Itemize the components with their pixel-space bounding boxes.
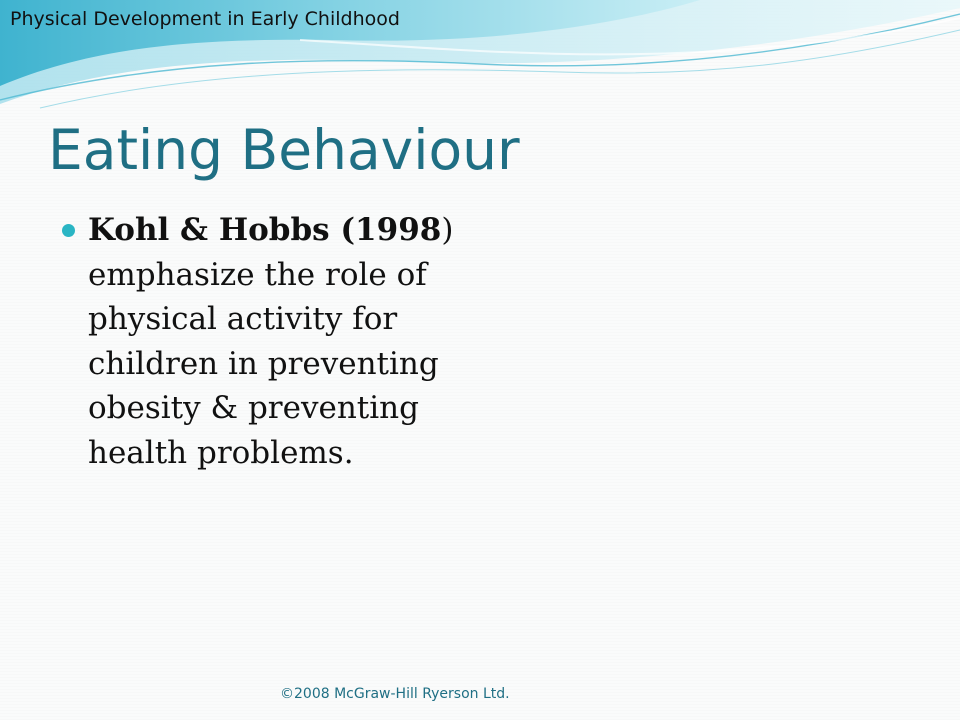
header-title: Physical Development in Early Childhood: [10, 8, 400, 30]
bullet-body-text: ) emphasize the role of physical activity for children in preventing obesity & preventing health problems.: [88, 212, 454, 471]
bullet-text: [88, 208, 482, 475]
bullet-bold-text: Kohl & Hobbs (1998: [88, 212, 442, 248]
slide-title: Eating Behaviour: [48, 118, 520, 182]
footer-copyright: ©2008 McGraw-Hill Ryerson Ltd.: [280, 686, 510, 702]
bullet-item: [62, 208, 482, 475]
bullet-dot-icon: [62, 224, 75, 237]
